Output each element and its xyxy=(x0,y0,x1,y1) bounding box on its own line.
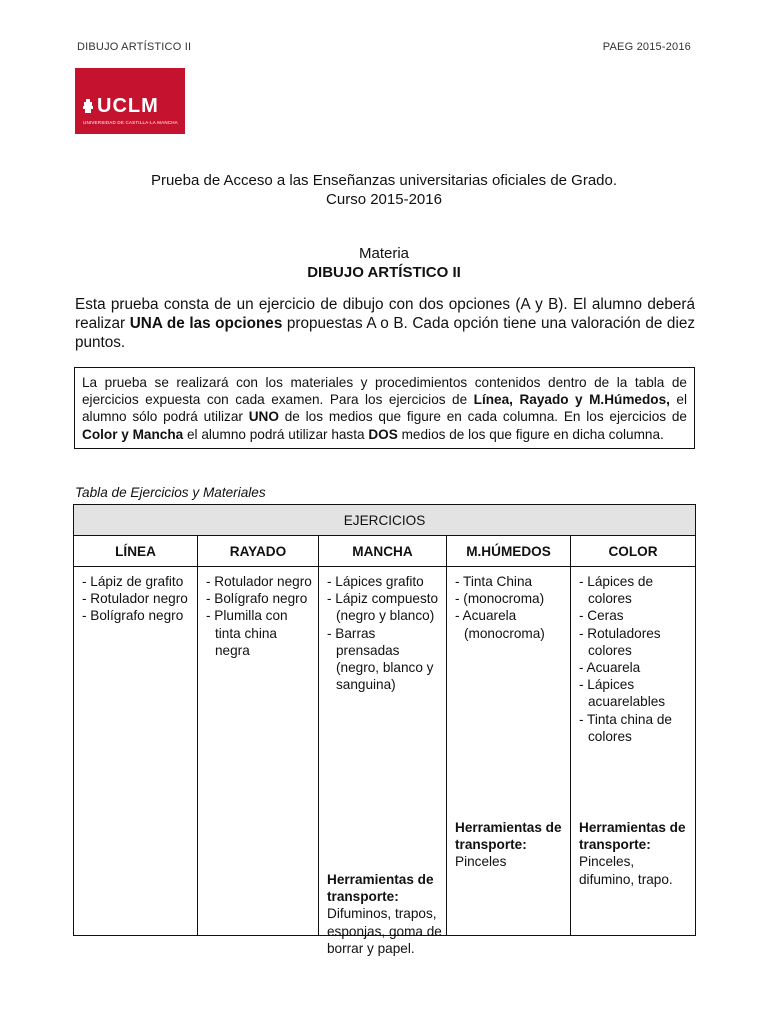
material-item: - Tinta china de colores xyxy=(579,711,672,744)
rules-text-3: de los medios que figure en cada columna. En los ejercicios de xyxy=(278,409,687,425)
exercises-table xyxy=(73,504,696,956)
transport-tools-color xyxy=(579,819,691,888)
material-item: - Plumilla con tinta china negra xyxy=(206,608,288,658)
logo-wordmark: UCLM xyxy=(97,95,159,117)
intro-bold: UNA de las opciones xyxy=(129,315,283,332)
rules-bold-1: Línea, Rayado y M.Húmedos, xyxy=(473,392,670,408)
column-header-linea: LÍNEA xyxy=(74,536,198,567)
table-column-header-row xyxy=(74,536,696,567)
column-header-rayado: RAYADO xyxy=(198,536,319,567)
table-caption: Tabla de Ejercicios y Materiales xyxy=(75,485,266,500)
table-top-header-row xyxy=(74,505,696,536)
column-header-mhumedos: M.HÚMEDOS xyxy=(447,536,571,567)
material-item: - Rotulador negro xyxy=(206,574,312,589)
material-item: - Bolígrafo negro xyxy=(206,591,308,607)
running-header-exam: PAEG 2015-2016 xyxy=(602,41,691,53)
uclm-logo xyxy=(75,68,185,134)
material-item: - Acuarela xyxy=(579,660,641,676)
rules-bold-2: UNO xyxy=(248,409,279,425)
material-item: - Lápices acuarelables xyxy=(579,677,666,710)
materials-cell-rayado xyxy=(198,567,319,936)
material-item: - Bolígrafo negro xyxy=(82,608,184,624)
subject-label: Materia xyxy=(358,245,410,262)
rules-bold-3: Color y Mancha xyxy=(82,426,184,442)
material-item: - Lápices grafito xyxy=(327,574,424,589)
transport-tools-label: Herramientas de transporte: xyxy=(455,820,562,853)
running-header-subject: DIBUJO ARTÍSTICO II xyxy=(77,41,192,53)
exam-title-line1: Prueba de Acceso a las Enseñanzas universitarias oficiales de Grado. xyxy=(150,172,618,189)
rules-bold-4: DOS xyxy=(368,426,398,442)
transport-tools-mancha xyxy=(327,871,442,957)
material-item: - Barras prensadas (negro, blanco y sanguina) xyxy=(327,625,434,693)
intro-paragraph xyxy=(75,295,695,352)
material-item: - Acuarela (monocroma) xyxy=(455,608,545,641)
column-header-mancha: MANCHA xyxy=(319,536,447,567)
material-item: - Lápiz compuesto (negro y blanco) xyxy=(327,591,439,624)
rules-box xyxy=(74,367,695,449)
material-item: - Lápices de colores xyxy=(579,574,654,607)
column-header-color: COLOR xyxy=(571,536,696,567)
transport-tools-list: Difuminos, trapos, esponjas, goma de borrar y papel. xyxy=(327,906,442,956)
exercises-header: EJERCICIOS xyxy=(74,505,696,536)
material-item: - Ceras xyxy=(579,608,624,624)
logo-subtitle: UNIVERSIDAD DE CASTILLA-LA MANCHA xyxy=(83,120,178,125)
transport-tools-list: Pinceles, difumino, trapo. xyxy=(579,854,673,887)
materials-cell-mancha xyxy=(319,567,447,956)
exam-title xyxy=(0,171,768,209)
rules-text-5: medios de los que figure en dicha columna. xyxy=(397,426,664,442)
table-materials-row xyxy=(74,567,696,936)
materials-cell-mhumedos xyxy=(447,567,571,936)
transport-tools-mhumedos xyxy=(455,819,566,871)
materials-cell-color xyxy=(571,567,696,936)
materials-cell-linea xyxy=(74,567,198,936)
transport-tools-label: Herramientas de transporte: xyxy=(579,820,686,853)
subject-block xyxy=(0,244,768,282)
material-item: - Lápiz de grafito xyxy=(82,574,184,589)
rules-text-1: La prueba se realizará con los materiales y procedimientos contenidos dentro de la tabla de ejercicios expuesta con cada examen. Para los ejercicios de xyxy=(82,375,687,408)
university-emblem-icon xyxy=(83,99,93,113)
material-item: - (monocroma) xyxy=(455,591,545,607)
subject-name: DIBUJO ARTÍSTICO II xyxy=(307,264,461,281)
rules-text-2: el alumno sólo podrá utilizar xyxy=(82,392,687,425)
exam-course: Curso 2015-2016 xyxy=(326,191,442,208)
material-item: - Tinta China xyxy=(455,574,533,589)
material-item: - Rotulador negro xyxy=(82,591,188,607)
material-item: - Rotuladores colores xyxy=(579,625,661,658)
intro-text-1: Esta prueba consta de un ejercicio de dibujo con dos opciones (A y B). El alumno deberá realizar xyxy=(75,296,695,332)
rules-text-4: el alumno podrá utilizar hasta xyxy=(183,426,369,442)
transport-tools-label: Herramientas de transporte: xyxy=(327,872,434,905)
intro-text-2: propuestas A o B. Cada opción tiene una valoración de diez puntos. xyxy=(75,315,695,351)
transport-tools-list: Pinceles xyxy=(455,854,507,870)
